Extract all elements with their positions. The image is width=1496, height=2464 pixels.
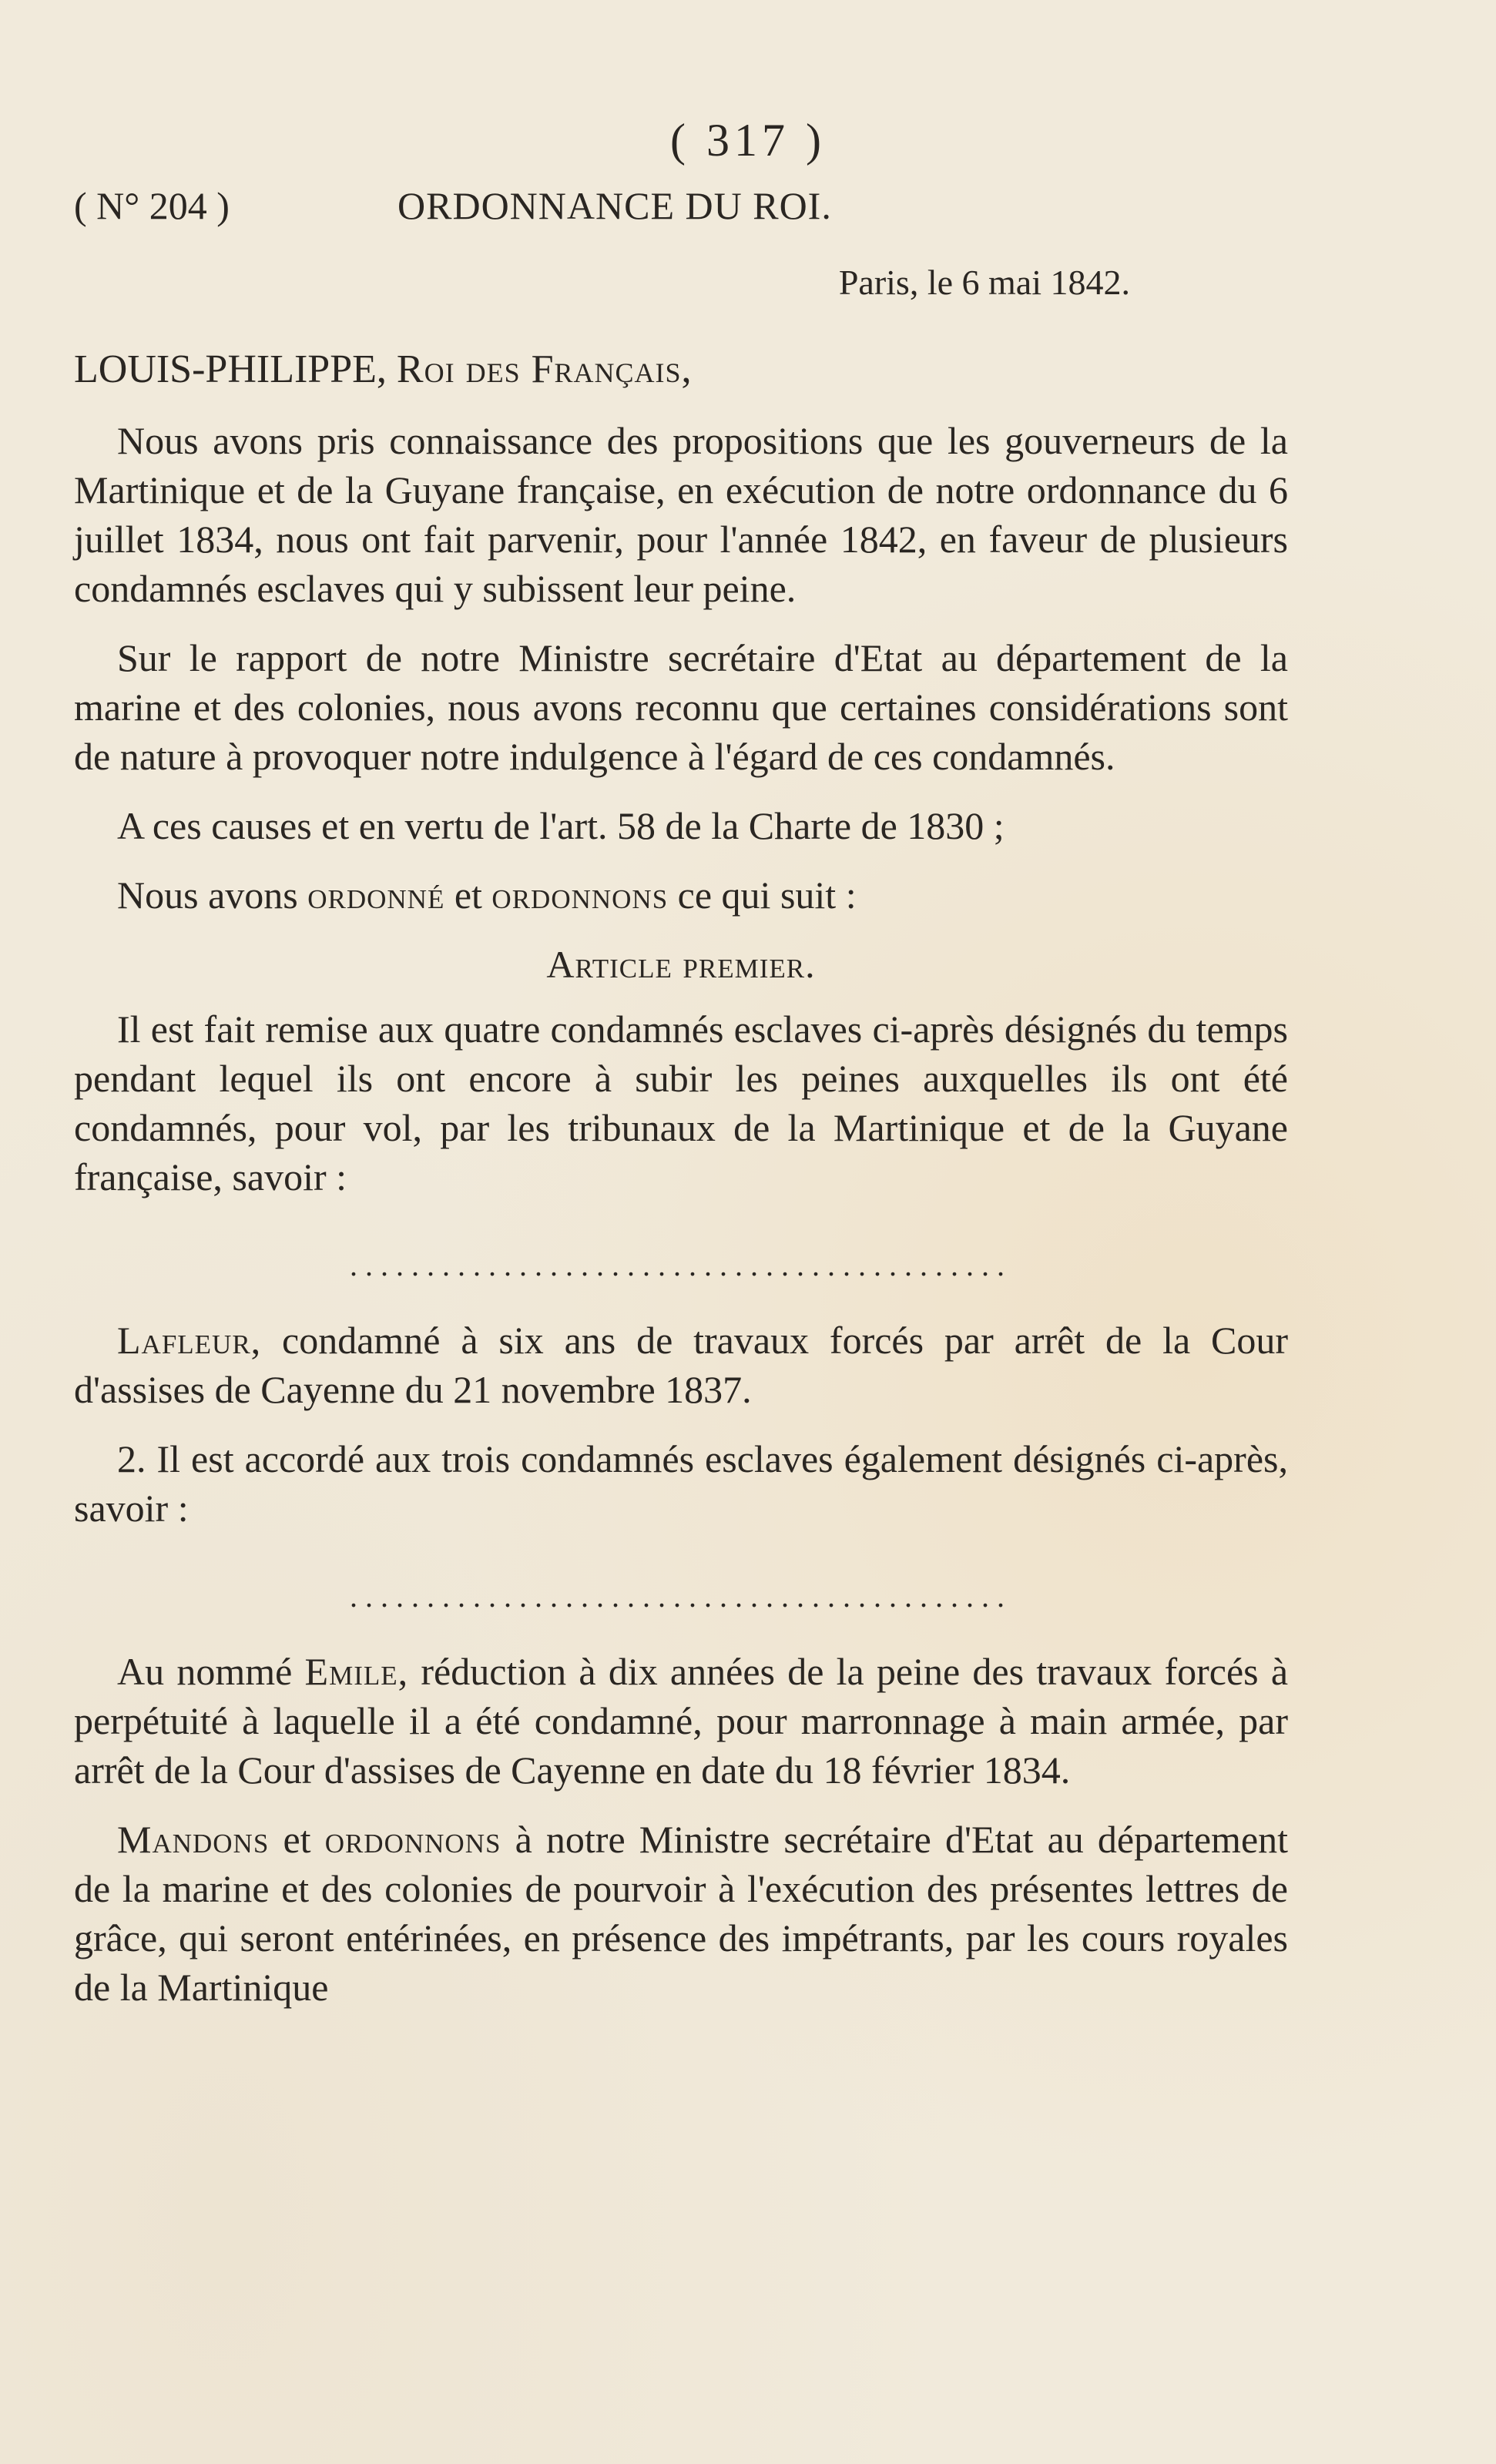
ellipsis-divider: ...........................................: [350, 1248, 1012, 1282]
lafleur-name: Lafleur,: [117, 1319, 262, 1362]
paragraph-article2: 2. Il est accordé aux trois condamnés esclaves également désignés ci-après, savoir :: [74, 1437, 1288, 1530]
paragraph-rapport: Sur le rapport de notre Ministre secrétaire d'Etat au département de la marine et des colonies, nous avons reconnu que certaines considérations sont de nature à provoquer notre indulgence à l'égard de ces condamnés.: [74, 636, 1288, 778]
article-heading: Article premier.: [546, 943, 816, 986]
ordain-sc2: ordonnons: [491, 873, 669, 917]
king-title: Roi des Français,: [396, 347, 693, 391]
ordain-sc1: ordonné: [307, 873, 445, 917]
mandons-sc2: ordonnons: [324, 1818, 501, 1861]
emile-start: Au nommé: [117, 1650, 293, 1693]
dateline: Paris, le 6 mai 1842.: [838, 263, 1130, 302]
paragraph-mandons: [74, 1815, 1288, 2012]
paragraph-article1: Il est fait remise aux quatre condamnés esclaves ci-après désignés du temps pendant lequel ils ont encore à subir les peines auxquelles ils ont été condamnés, pour vol, par les tribunaux de la Martinique et de la Guyane française, savoir :: [74, 1007, 1288, 1198]
paragraph-ordain: [74, 870, 1288, 920]
paragraph-emile: [74, 1647, 1288, 1795]
paragraph-causes: A ces causes et en vertu de l'art. 58 de la Charte de 1830 ;: [117, 804, 1005, 847]
mandons-sc1: Mandons: [117, 1818, 270, 1861]
king-name: LOUIS-PHILIPPE,: [74, 347, 387, 391]
ordinance-number: ( N° 204 ): [74, 184, 230, 227]
document-body: [74, 345, 1288, 2032]
page-number: ( 317 ): [670, 115, 826, 166]
ellipsis-divider-2: ...........................................: [350, 1579, 1012, 1614]
mandons-text: à notre Ministre secrétaire d'Etat au département de la marine et des colonies de pourvoir à l'exécution des présentes lettres de grâce, qui seront entérinées, en présence des impétrants, par les cours royales de la Martinique: [74, 1818, 1289, 2009]
ordinance-title: ORDONNANCE DU ROI.: [397, 184, 832, 227]
king-line: [74, 345, 1288, 394]
ordinance-header: [74, 183, 1291, 228]
ordain-start: Nous avons: [117, 873, 298, 917]
paragraph-propositions: Nous avons pris connaissance des propositions que les gouverneurs de la Martinique et de la Guyane française, en exécution de notre ordonnance du 6 juillet 1834, nous ont fait parvenir, pour l'année 1842, en faveur de plusieurs condamnés esclaves qui y subissent leur peine.: [74, 419, 1288, 610]
emile-name: Emile,: [304, 1650, 409, 1693]
mandons-mid: et: [283, 1818, 311, 1861]
emile-text: réduction à dix années de la peine des travaux forcés à perpétuité à laquelle il a été condamné, pour marronnage à main armée, par arrêt de la Cour d'assises de Cayenne en date du 18 février 1834.: [74, 1650, 1289, 1792]
paragraph-lafleur: [74, 1316, 1288, 1414]
ordain-mid: et: [454, 873, 482, 917]
lafleur-text: condamné à six ans de travaux forcés par arrêt de la Cour d'assises de Cayenne du 21 novembre 1837.: [74, 1319, 1289, 1411]
ordain-end: ce qui suit :: [677, 873, 857, 917]
